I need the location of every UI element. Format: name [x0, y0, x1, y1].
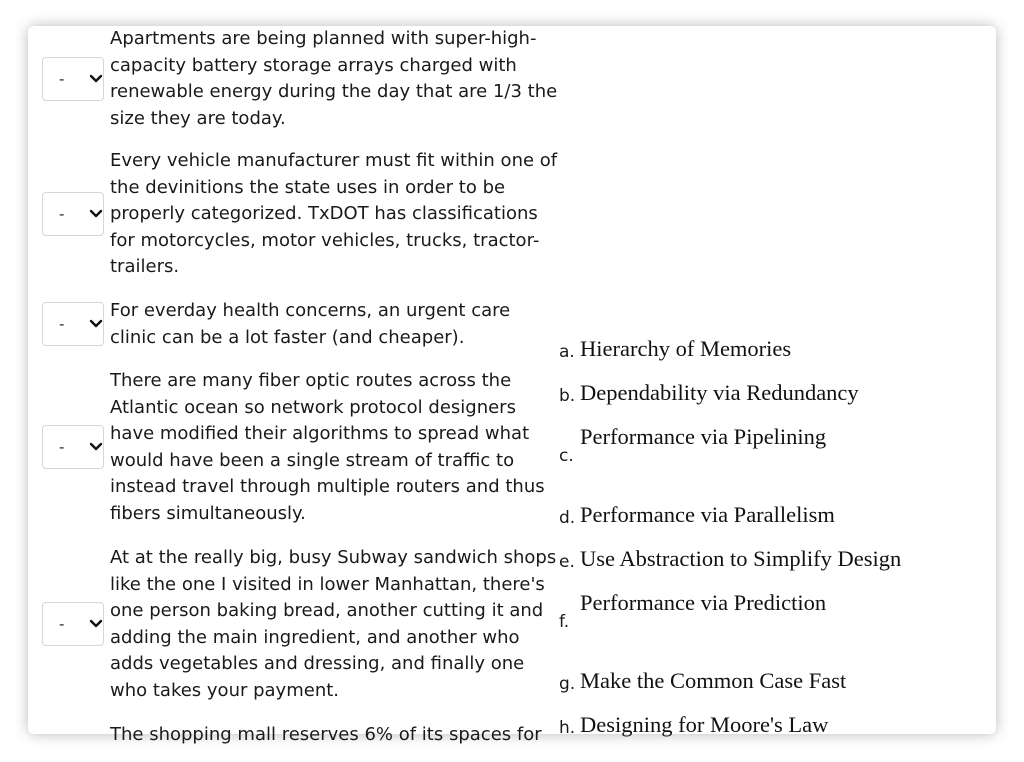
answer-option: [559, 332, 979, 368]
answer-option: [559, 420, 979, 480]
chevron-down-icon: [89, 209, 103, 219]
question-row: [28, 148, 568, 288]
question-row: [28, 545, 568, 710]
answer-letter: a.: [559, 342, 575, 362]
answer-letter: c.: [559, 446, 574, 466]
select-value: -: [59, 205, 65, 223]
question-text: Every vehicle manufacturer must fit within one of the devinitions the state uses in order to be properly categorized. TxDOT has classifications for motorcycles, motor vehicles, trucks, tractor-trailers.: [110, 150, 558, 277]
chevron-down-icon: [89, 442, 103, 452]
answer-option: [559, 498, 979, 534]
answer-select[interactable]: [42, 192, 104, 236]
answer-letter: d.: [559, 508, 576, 528]
answer-letter: h.: [559, 718, 576, 738]
answer-text: Performance via Pipelining: [580, 424, 827, 449]
question-row: [28, 26, 568, 136]
chevron-down-icon: [89, 619, 103, 629]
matching-question-panel: [28, 26, 996, 745]
question-text: At at the really big, busy Subway sandwich shops like the one I visited in lower Manhattan, there's one person baking bread, another cutting it and adding the main ingredient, and another who adds vegetables and dressing, and finally one who takes your payment.: [110, 547, 557, 701]
question-row: [28, 722, 568, 762]
answer-option: [559, 708, 979, 744]
select-value: -: [59, 315, 65, 333]
answer-select[interactable]: [42, 302, 104, 346]
answer-letter: f.: [559, 612, 570, 632]
answer-option: [559, 664, 979, 700]
select-value: -: [59, 70, 65, 88]
answer-select[interactable]: [42, 425, 104, 469]
answer-text: Make the Common Case Fast: [580, 668, 847, 693]
answer-select[interactable]: [42, 57, 104, 101]
question-row: [28, 298, 568, 354]
answer-option: [559, 542, 979, 578]
select-value: -: [59, 615, 65, 633]
answer-text: Hierarchy of Memories: [580, 336, 792, 361]
answer-letter: g.: [559, 674, 576, 694]
answer-text: Dependability via Redundancy: [580, 380, 859, 405]
select-value: -: [59, 438, 65, 456]
answer-option: [559, 586, 979, 646]
answer-text: Designing for Moore's Law: [580, 712, 829, 737]
answer-option: [559, 376, 979, 412]
chevron-down-icon: [89, 74, 103, 84]
answer-text: Use Abstraction to Simplify Design: [580, 546, 902, 571]
question-text: For everday health concerns, an urgent care clinic can be a lot faster (and cheaper).: [110, 300, 511, 348]
question-row: [28, 368, 568, 533]
question-text: Apartments are being planned with super-high-capacity battery storage arrays charged with renewable energy during the day that are 1/3 the size they are today.: [110, 28, 558, 129]
answer-text: Performance via Parallelism: [580, 502, 835, 527]
answer-letter: e.: [559, 552, 575, 572]
answer-letter: b.: [559, 386, 576, 406]
answer-text: Performance via Prediction: [580, 590, 827, 615]
chevron-down-icon: [89, 319, 103, 329]
answer-select[interactable]: [42, 602, 104, 646]
question-text: The shopping mall reserves 6% of its spaces for: [110, 724, 542, 745]
question-text: There are many fiber optic routes across the Atlantic ocean so network protocol designers have modified their algorithms to spread what would have been a single stream of traffic to instead travel through multiple routers and thus fibers simultaneously.: [110, 370, 545, 524]
